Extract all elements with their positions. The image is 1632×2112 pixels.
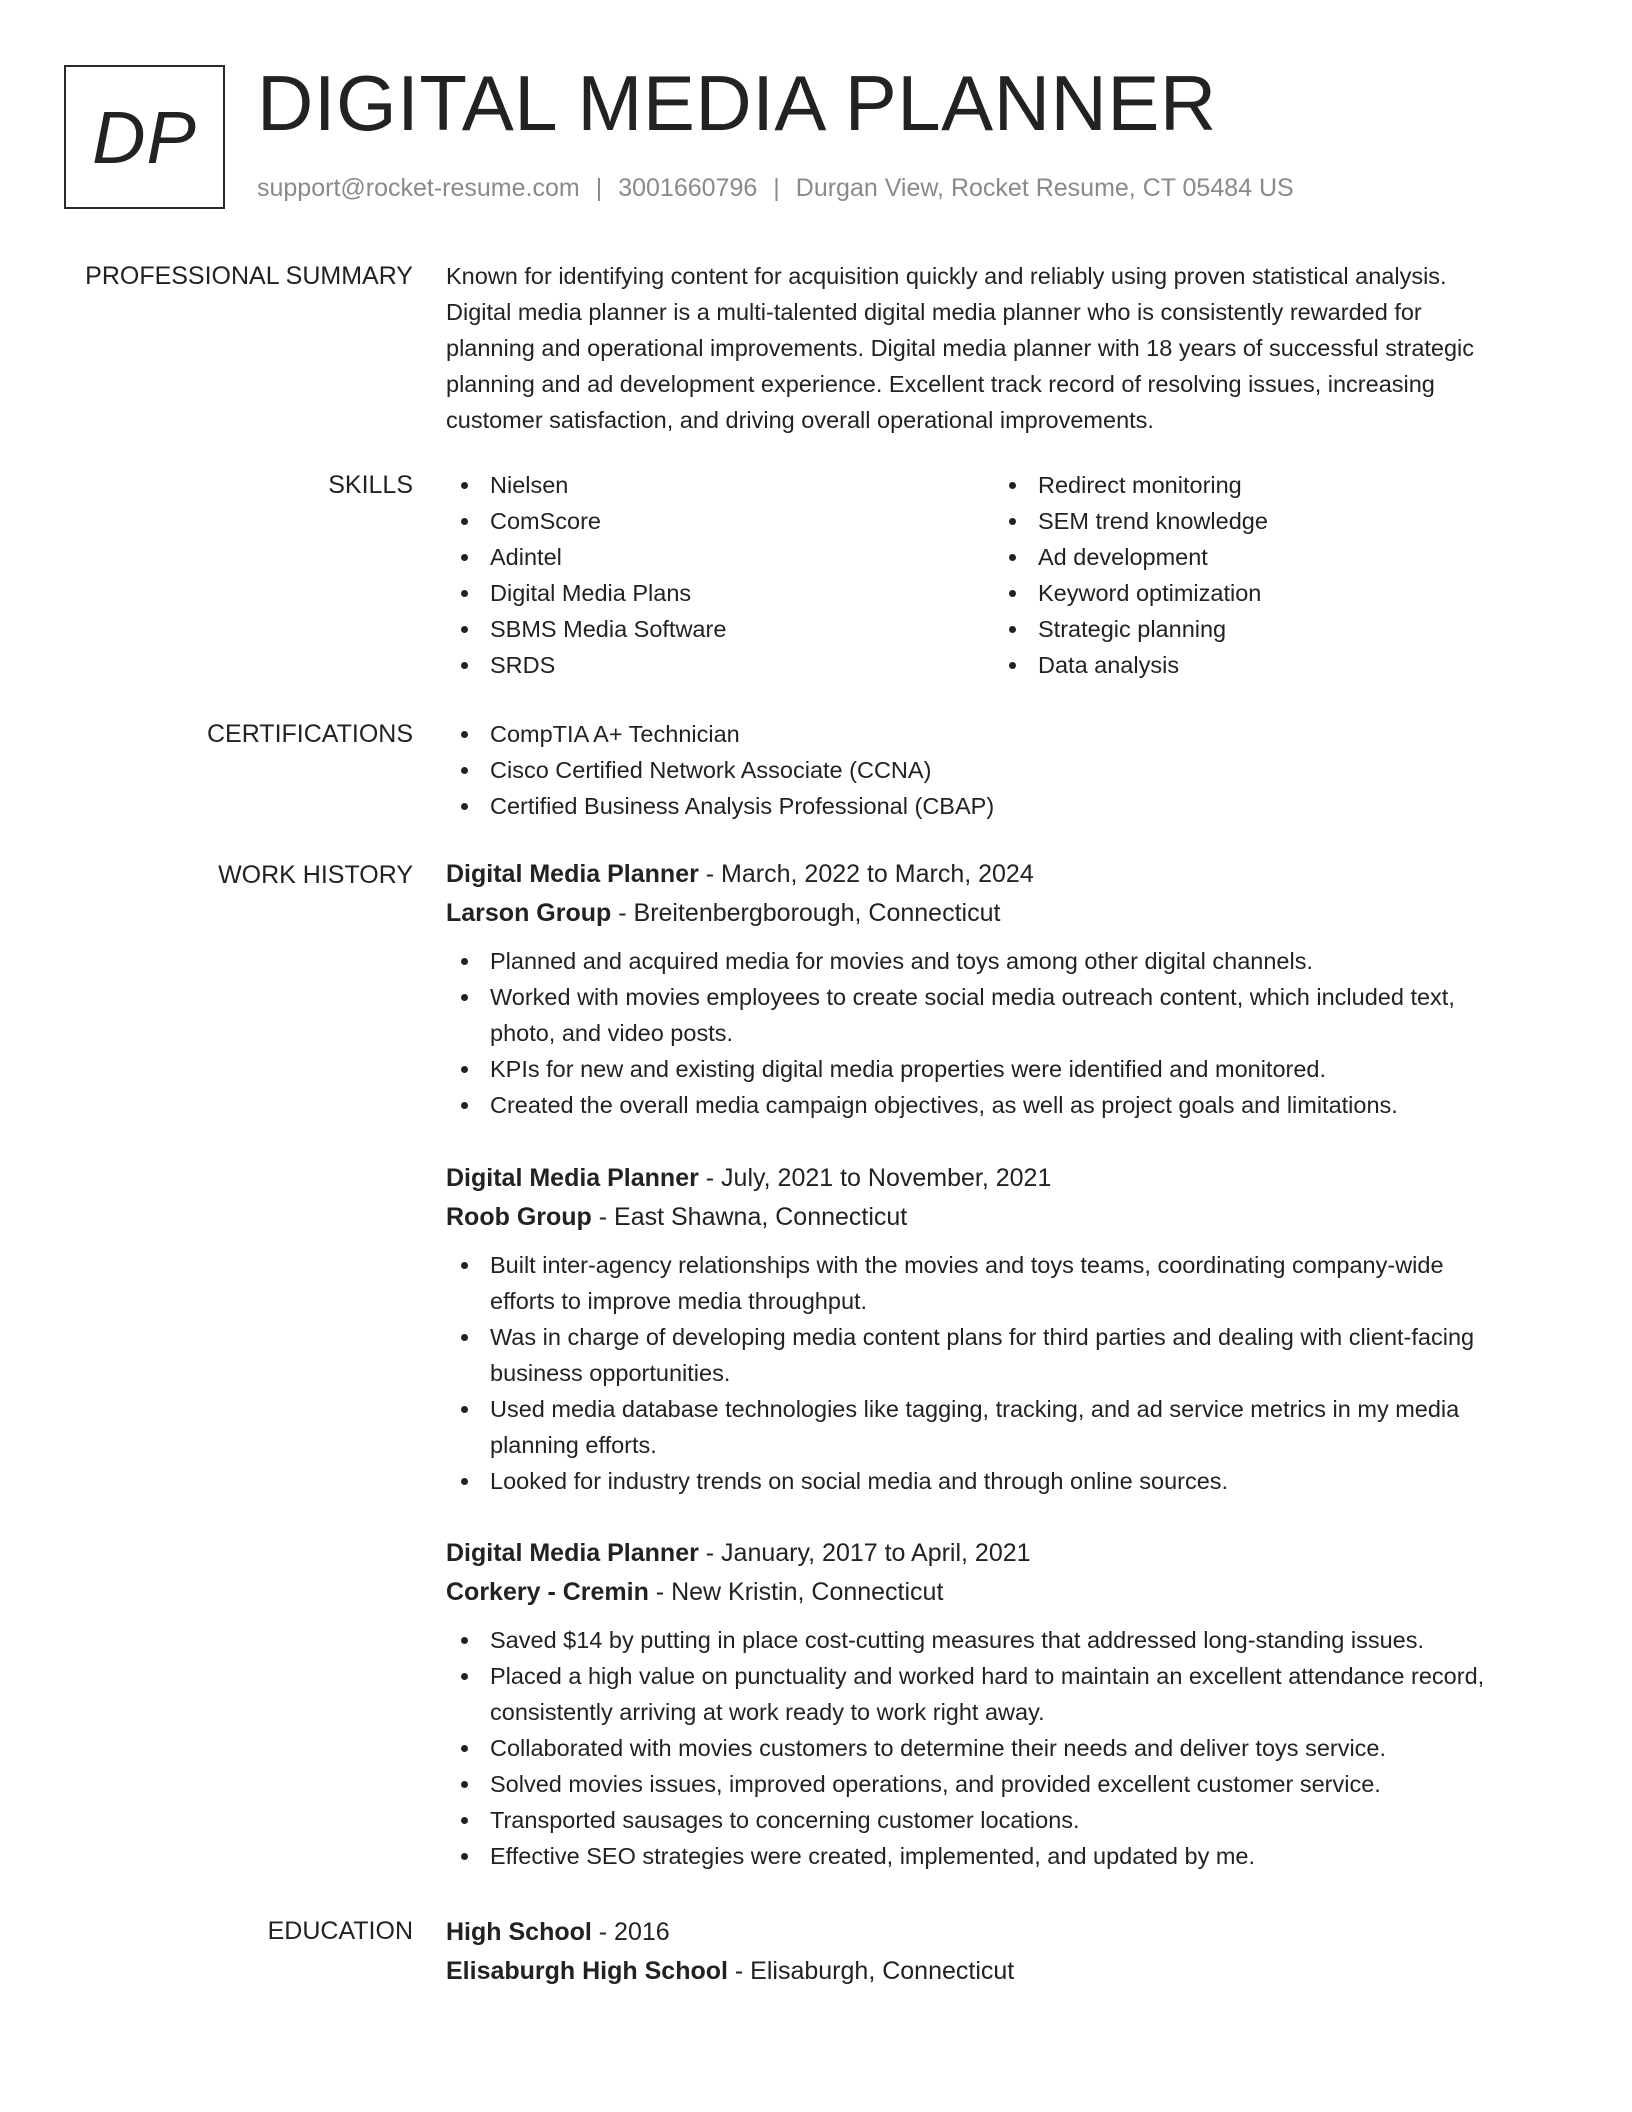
contact-email[interactable]: support@rocket-resume.com <box>257 174 580 202</box>
skill-item: Data analysis <box>994 647 1542 683</box>
job-title: Digital Media Planner <box>446 860 699 888</box>
resume-title: DIGITAL MEDIA PLANNER <box>257 59 1217 147</box>
job-company-line <box>446 1573 1546 1612</box>
job-company: Roob Group <box>446 1203 592 1231</box>
job-bullets <box>446 1247 1546 1499</box>
job-company: Larson Group <box>446 899 612 927</box>
certification-item: Certified Business Analysis Professional (CBAP) <box>446 788 1546 824</box>
skill-item: Ad development <box>994 539 1542 575</box>
monogram-initials: DP <box>92 95 197 179</box>
job-bullet: Saved $14 by putting in place cost-cutting measures that addressed long-standing issues. <box>446 1622 1546 1658</box>
summary-line: Digital media planner is a multi-talented digital media planner who is consistently rewarded for <box>446 299 1422 325</box>
education-degree-line <box>446 1913 1546 1952</box>
job-title-line <box>446 1534 1546 1573</box>
job-location: - East Shawna, Connecticut <box>591 1203 908 1231</box>
skill-item: Adintel <box>446 539 994 575</box>
certifications-list <box>446 716 1546 824</box>
job-bullet <box>446 979 1546 1051</box>
summary-line: planning and operational improvements. Digital media planner with 18 years of successful strategic <box>446 335 1475 361</box>
job-bullet: Effective SEO strategies were created, implemented, and updated by me. <box>446 1838 1546 1874</box>
job-bullet-line: consistently arriving at work ready to work right away. <box>490 1699 1045 1725</box>
job-bullet <box>446 1247 1546 1319</box>
skill-item: SRDS <box>446 647 994 683</box>
job-dates: - July, 2021 to November, 2021 <box>698 1164 1052 1192</box>
job-bullet-line: Worked with movies employees to create social media outreach content, which included text, <box>490 984 1455 1010</box>
skill-item: Keyword optimization <box>994 575 1542 611</box>
education-school: Elisaburgh High School <box>446 1957 728 1985</box>
job-bullet: Created the overall media campaign objectives, as well as project goals and limitations. <box>446 1087 1546 1123</box>
job-bullet <box>446 1658 1546 1730</box>
job-bullet-line: photo, and video posts. <box>490 1020 734 1046</box>
certification-item: Cisco Certified Network Associate (CCNA) <box>446 752 1546 788</box>
job-bullet-line: efforts to improve media throughput. <box>490 1288 868 1314</box>
summary-line: customer satisfaction, and driving overall operational improvements. <box>446 407 1154 433</box>
education-degree: High School <box>446 1918 592 1946</box>
job-bullet: Looked for industry trends on social media and through online sources. <box>446 1463 1546 1499</box>
job-company-line <box>446 1198 1546 1237</box>
summary-text <box>446 258 1546 438</box>
job-bullet-line: Used media database technologies like tagging, tracking, and ad service metrics in my media <box>490 1396 1460 1422</box>
certification-item: CompTIA A+ Technician <box>446 716 1546 752</box>
skill-item: ComScore <box>446 503 994 539</box>
job-bullet-line: planning efforts. <box>490 1432 657 1458</box>
job-bullet-line: Placed a high value on punctuality and worked hard to maintain an excellent attendance record, <box>490 1663 1485 1689</box>
skills-column-left <box>446 467 994 683</box>
job-bullet <box>446 1391 1546 1463</box>
job-bullets <box>446 1622 1546 1874</box>
job-location: - New Kristin, Connecticut <box>648 1578 944 1606</box>
job-location: - Breitenbergborough, Connecticut <box>611 899 1001 927</box>
job-dates: - March, 2022 to March, 2024 <box>698 860 1034 888</box>
job-title: Digital Media Planner <box>446 1164 699 1192</box>
contact-address: Durgan View, Rocket Resume, CT 05484 US <box>795 174 1294 202</box>
skills-list <box>446 467 1546 683</box>
job-bullet-line: Built inter-agency relationships with the movies and toys teams, coordinating company-wide <box>490 1252 1444 1278</box>
skill-item: Strategic planning <box>994 611 1542 647</box>
skill-item: Nielsen <box>446 467 994 503</box>
job-bullet: Transported sausages to concerning customer locations. <box>446 1802 1546 1838</box>
job-company: Corkery - Cremin <box>446 1578 649 1606</box>
skills-column-right <box>994 467 1542 683</box>
section-label-work-history: WORK HISTORY <box>218 861 413 889</box>
skill-item: Redirect monitoring <box>994 467 1542 503</box>
education-location: - Elisaburgh, Connecticut <box>727 1957 1015 1985</box>
monogram-box <box>64 65 225 209</box>
job-bullet: Solved movies issues, improved operations, and provided excellent customer service. <box>446 1766 1546 1802</box>
job-title-line <box>446 1159 1546 1198</box>
skill-item: SEM trend knowledge <box>994 503 1542 539</box>
job-title-line <box>446 855 1546 894</box>
contact-separator: | <box>773 174 780 202</box>
section-label-certifications: CERTIFICATIONS <box>206 720 413 748</box>
education-year: - 2016 <box>591 1918 670 1946</box>
job-bullet: Planned and acquired media for movies and toys among other digital channels. <box>446 943 1546 979</box>
section-label-skills: SKILLS <box>328 471 413 499</box>
section-label-education: EDUCATION <box>267 1917 413 1945</box>
job-company-line <box>446 894 1546 933</box>
summary-line: Known for identifying content for acquisition quickly and reliably using proven statistical analysis. <box>446 263 1447 289</box>
job-bullets <box>446 943 1546 1123</box>
section-label-summary: PROFESSIONAL SUMMARY <box>85 262 413 290</box>
education-school-line <box>446 1952 1546 1991</box>
job-title: Digital Media Planner <box>446 1539 699 1567</box>
job-bullet <box>446 1319 1546 1391</box>
contact-line <box>257 174 1294 203</box>
job-bullet-line: business opportunities. <box>490 1360 731 1386</box>
contact-phone[interactable]: 3001660796 <box>618 174 758 202</box>
job-bullet: KPIs for new and existing digital media properties were identified and monitored. <box>446 1051 1546 1087</box>
summary-line: planning and ad development experience. Excellent track record of resolving issues, increasing <box>446 371 1435 397</box>
contact-separator: | <box>595 174 603 202</box>
job-bullet: Collaborated with movies customers to determine their needs and deliver toys service. <box>446 1730 1546 1766</box>
job-bullet-line: Was in charge of developing media content plans for third parties and dealing with client-facing <box>490 1324 1475 1350</box>
job-dates: - January, 2017 to April, 2021 <box>698 1539 1031 1567</box>
skill-item: Digital Media Plans <box>446 575 994 611</box>
skill-item: SBMS Media Software <box>446 611 994 647</box>
